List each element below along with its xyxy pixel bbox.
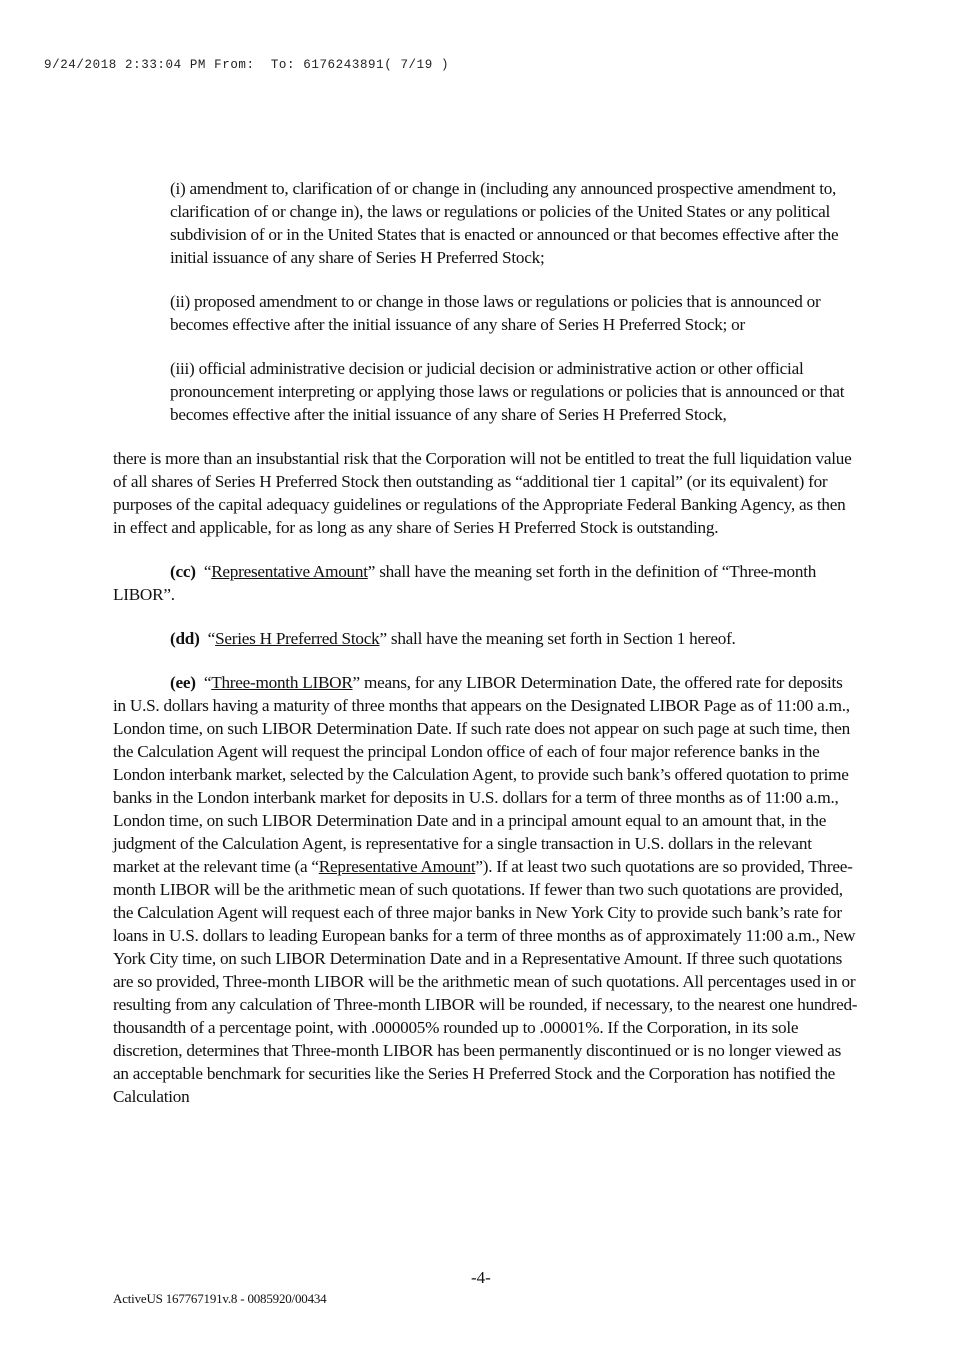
open-quote: “ <box>203 673 212 692</box>
document-id: ActiveUS 167767191v.8 - 0085920/00434 <box>113 1291 327 1306</box>
defined-term: Three-month LIBOR <box>211 673 353 692</box>
definition-label: (dd) <box>170 629 200 648</box>
fax-header: 9/24/2018 2:33:04 PM From: To: 6176243891( 7/19 ) <box>44 58 450 72</box>
definition-label: (ee) <box>170 673 196 692</box>
document-body <box>113 177 858 1129</box>
subclause-iii: (iii) official administrative decision or judicial decision or administrative action or other official pronouncement interpreting or applying those laws or regulations or policies that is announced or that becomes effective after the initial issuance of any share of Series H Preferred Stock, <box>170 359 845 424</box>
defined-term: Representative Amount <box>211 562 368 581</box>
definition-label: (cc) <box>170 562 196 581</box>
definition-ee <box>113 671 858 1108</box>
page-number: -4- <box>471 1268 491 1287</box>
definition-text-continued: ”). If at least two such quotations are so provided, Three-month LIBOR will be the arithmetic mean of such quotations. If fewer than two such quotations are provided, the Calculation Agent will request each of three major banks in New York City to provide such bank’s rate for loans in U.S. dollars to leading European banks for a term of three months as of approximately 11:00 a.m., New York City time, on such LIBOR Determination Date and in a Representative Amount. If three such quotations are so provided, Three-month LIBOR will be the arithmetic mean of such quotations. All percentages used in or resulting from any calculation of Three-month LIBOR will be rounded, if necessary, to the nearest one hundred-thousandth of a percentage point, with .000005% rounded up to .00001%. If the Corporation, in its sole discretion, determines that Three-month LIBOR has been permanently discontinued or is no longer viewed as an acceptable benchmark for securities like the Series H Preferred Stock and the Corporation has notified the Calculation <box>113 857 858 1106</box>
definition-text: ” means, for any LIBOR Determination Date, the offered rate for deposits in U.S. dollars having a maturity of three months that appears on the Designated LIBOR Page as of 11:00 a.m., London time, on such LIBOR Determination Date. If such rate does not appear on such page at such time, then the Calculation Agent will request the principal London office of each of four major reference banks in the London interbank market, selected by the Calculation Agent, to provide such bank’s offered quotation to prime banks in the London interbank market for deposits in U.S. dollars for a term of three months as of 11:00 a.m., London time, on such LIBOR Determination Date and in a principal amount equal to an amount that, in the judgment of the Calculation Agent, is representative for a single transaction in U.S. dollars in the relevant market at the relevant time (a “ <box>113 673 850 876</box>
continuation-paragraph: there is more than an insubstantial risk that the Corporation will not be entitled to treat the full liquidation value of all shares of Series H Preferred Stock then outstanding as “additional tier 1 capital” (or its equivalent) for purposes of the capital adequacy guidelines or regulations of the Appropriate Federal Banking Agency, as then in effect and applicable, for as long as any share of Series H Preferred Stock is outstanding. <box>113 449 852 537</box>
definition-dd <box>113 627 858 650</box>
definition-text: ” shall have the meaning set forth in Section 1 hereof. <box>379 629 736 648</box>
subclause-i: (i) amendment to, clarification of or change in (including any announced prospective amendment to, clarification of or change in), the laws or regulations or policies of the United States or any political subdivision of or in the United States that is enacted or announced or that becomes effective after the initial issuance of any share of Series H Preferred Stock; <box>170 179 839 267</box>
definition-cc <box>113 560 858 606</box>
defined-term: Series H Preferred Stock <box>215 629 380 648</box>
subclause-ii: (ii) proposed amendment to or change in those laws or regulations or policies that is announced or becomes effective after the initial issuance of any share of Series H Preferred Stock; or <box>170 292 821 334</box>
open-quote: “ <box>207 629 216 648</box>
open-quote: “ <box>203 562 212 581</box>
inline-defined-term: Representative Amount <box>318 857 476 876</box>
definition-text: ” shall have the meaning set forth in the definition of “Three-month LIBOR”. <box>113 562 817 604</box>
